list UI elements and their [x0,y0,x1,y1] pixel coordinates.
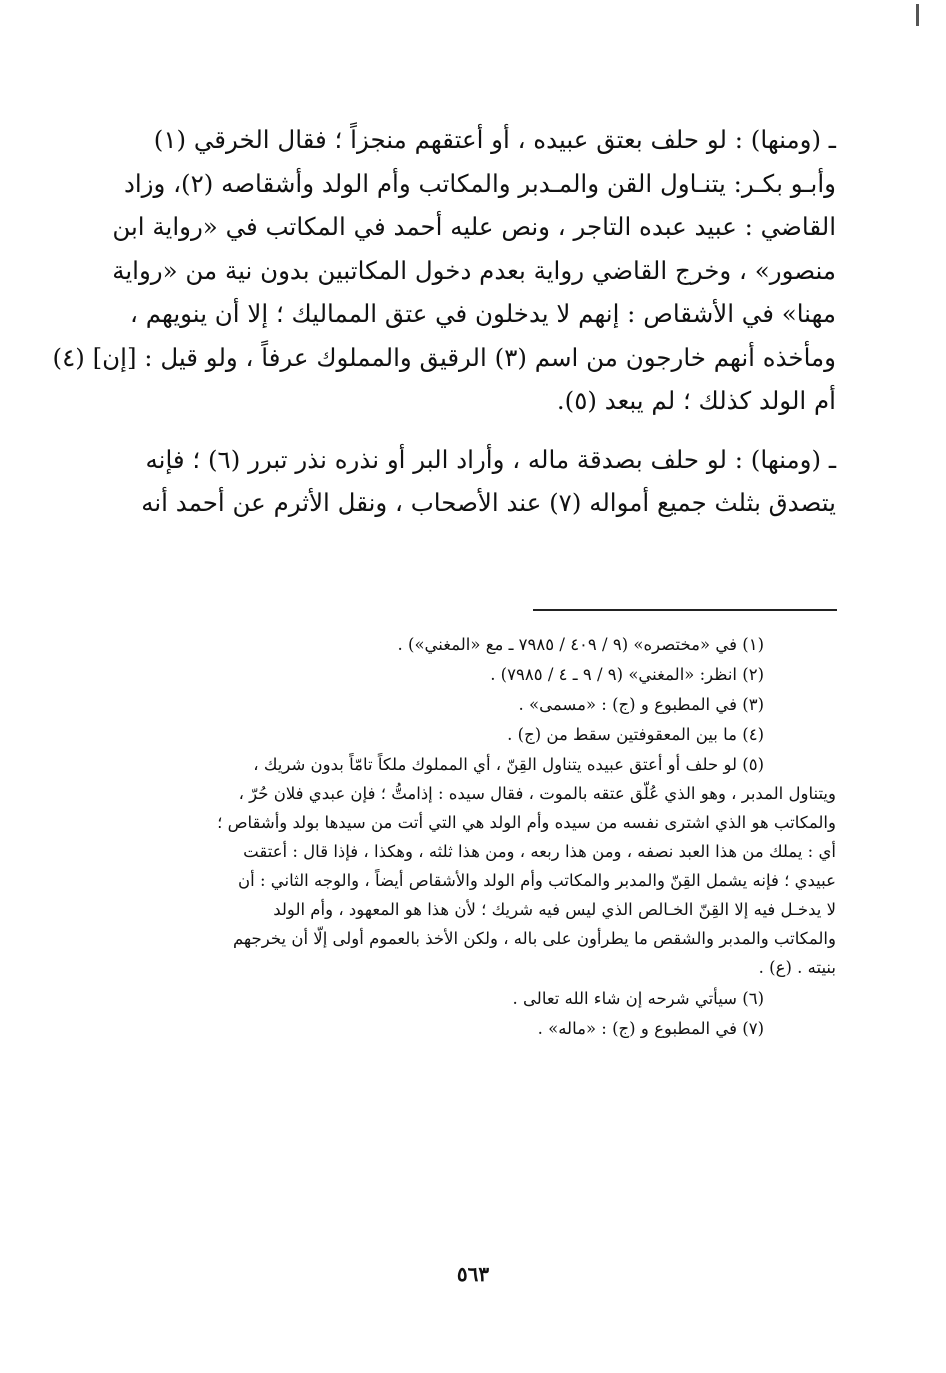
body-line: يتصدق بثلث جميع أمواله (٧) عند الأصحاب ، ونقل الأثرم عن أحمد أنه [141,488,836,517]
footnote-6: (٦) سيأتي شرحه إن شاء الله تعالى . [512,989,764,1008]
paragraph-2 [108,438,836,525]
body-line: ـ (ومنها) : لو حلف بصدقة ماله ، وأراد البر أو نذره نذر تبرر (٦) ؛ فإنه [145,444,836,474]
footnote-3: (٣) في المطبوع و (ج) : «مسمى» . [518,695,764,714]
body-line: ـ (ومنها) : لو حلف بعتق عبيده ، أو أعتقهم منجزاً ؛ فقال الخرقي (١) [153,125,836,154]
footnote-5-line: والمكاتب هو الذي اشترى نفسه من سيده وأم الولد هي التي أتت من سيدها بولد وأشقاص ؛ [217,813,836,832]
scan-corner-mark [916,4,919,26]
footnote-7: (٧) في المطبوع و (ج) : «ماله» . [537,1019,764,1038]
footnote-5 [108,750,836,982]
footnote-5-line: لا يدخـل فيه إلا القِنّ الخـالص الذي ليس فيه شريك ؛ لأن هذا هو المعهود ، وأم الولد [273,900,836,919]
footnote-4: (٤) ما بين المعقوفتين سقط من (ج) . [507,725,764,744]
footnote-5-line: أي : يملك من هذا العبد نصفه ، ومن هذا ربعه ، ومن هذا ثلثه ، وهكذا ، فإذا قال : أعتقت [243,842,836,861]
footnote-5-line: والمكاتب والمدبر والشقص ما يطرأون على باله ، ولكن الأخذ بالعموم أولى إلّا أن يخرجهم [232,929,836,948]
paragraph-1 [52,118,836,423]
footnote-separator [533,609,837,611]
footnote-5-line: (٥) لو حلف أو أعتق عبيده يتناول القِنّ ، أي المملوك ملكاً تامّاً بدون شريك ، [253,755,764,774]
footnote-1: (١) في «مختصره» (٩ / ٤٠٩ / ٧٩٨٥ ـ مع «المغني») . [397,635,764,654]
body-line: وأبـو بكـر: يتنـاول القن والمـدبر والمكاتب وأم الولد وأشقاصه (٢)، وزاد [123,168,836,198]
footnote-5-line: بنيته . (ع) . [758,958,836,977]
body-line: مهنا» في الأشقاص : إنهم لا يدخلون في عتق المماليك ؛ إلا أن ينويهم ، [130,299,836,328]
paragraph-spacer [108,423,836,438]
body-line: ومأخذه أنهم خارجون من اسم (٣) الرقيق والمملوك عرفاً ، ولو قيل : [إن] (٤) [52,342,836,372]
footnotes-section [108,630,836,1044]
body-line: أم الولد كذلك ؛ لم يبعد (٥). [556,386,836,415]
page-number: ٥٦٣ [456,1262,490,1286]
body-line: منصور» ، وخرج القاضي رواية بعدم دخول المكاتبين بدون نية من «رواية [112,255,836,285]
footnote-5-line: ويتناول المدبر ، وهو الذي عُلّق عتقه بالموت ، فقال سيده : إذامتُّ ؛ فإن عبدي فلان حُرّ ، [238,784,836,803]
main-body-text [52,118,836,525]
footnote-2: (٢) انظر: «المغني» (٩ / ٩ ـ ٤ / ٧٩٨٥) . [490,665,764,684]
footnote-5-line: عبيدي ؛ فإنه يشمل القِنّ والمدبر والمكاتب وأم الولد والأشقاص أيضاً ، والوجه الثاني : أن [238,871,836,890]
body-line: القاضي : عبيد عبده التاجر ، ونص عليه أحمد في المكاتب في «رواية ابن [112,212,836,241]
